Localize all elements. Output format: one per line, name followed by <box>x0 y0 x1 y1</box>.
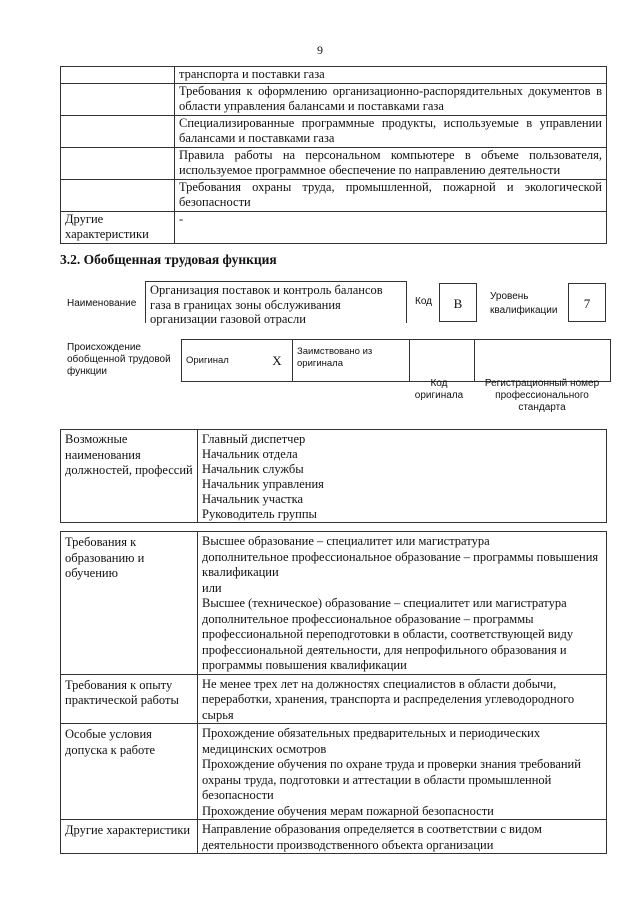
requirement-label: Требования к опыту практической работы <box>61 674 198 724</box>
name-label: Наименование <box>67 298 137 309</box>
row-text: транспорта и поставки газа <box>175 67 607 84</box>
reg-number-caption: Регистрационный номер профессионального стандарта <box>484 378 600 413</box>
function-name: Организация поставок и контроль балансов газа в границах зоны обслуживания организации газовой отрасли <box>145 281 407 323</box>
position-item: Начальник службы <box>202 462 304 476</box>
table-row <box>61 820 607 854</box>
position-item: Начальник участка <box>202 492 304 506</box>
table-row <box>61 147 607 179</box>
requirement-label: Другие характеристики <box>61 820 198 854</box>
positions-label: Возможные наименования должностей, профессий <box>61 430 198 523</box>
requirement-line: дополнительное профессиональное образование – программы повышения квалификации <box>202 549 599 579</box>
code-original-caption: Код оригинала <box>414 378 464 401</box>
table-row <box>61 115 607 147</box>
knowledge-table <box>60 66 607 244</box>
requirement-label: Требования к образованию и обучению <box>61 532 198 675</box>
borrowed-label: Заимствовано из оригинала <box>293 340 410 382</box>
row-label <box>61 83 175 115</box>
row-text: - <box>175 211 607 243</box>
code-label: Код <box>415 296 433 307</box>
row-text: Специализированные программные продукты, используемые в управлении балансами и поставками газа <box>175 115 607 147</box>
level-label: Уровень квалификации <box>490 291 558 316</box>
position-item: Руководитель группы <box>202 507 317 521</box>
requirement-line: Прохождение обучения мерам пожарной безопасности <box>202 803 494 818</box>
reg-number-cell <box>475 340 611 382</box>
row-label <box>61 179 175 211</box>
positions-table <box>60 429 607 523</box>
requirement-label: Особые условия допуска к работе <box>61 724 198 820</box>
table-row <box>61 179 607 211</box>
table-row <box>61 724 607 820</box>
table-row <box>61 674 607 724</box>
requirement-line: Прохождение обязательных предварительных и периодических медицинских осмотров <box>202 726 541 756</box>
row-label <box>61 147 175 179</box>
requirement-text <box>198 674 607 724</box>
position-item: Начальник управления <box>202 477 324 491</box>
requirements-table <box>60 531 607 854</box>
row-text: Требования к оформлению организационно-распорядительных документов в области управления балансами и поставками газа <box>175 83 607 115</box>
requirement-line: Не менее трех лет на должностях специалистов в области добычи, переработки, хранения, транспорта и распределения углеводородного сырья <box>202 676 575 722</box>
row-label <box>61 115 175 147</box>
table-row <box>61 211 607 243</box>
row-text: Правила работы на персональном компьютере в объеме пользователя, используемое программное обеспечение по направлению деятельности <box>175 147 607 179</box>
code-value: B <box>439 283 477 322</box>
requirement-line: Направление образования определяется в соответствии с видом деятельности производственного объекта организации <box>202 822 542 852</box>
origin-table <box>181 339 611 382</box>
section-title: 3.2. Обобщенная трудовая функция <box>60 252 277 267</box>
level-value: 7 <box>568 283 606 322</box>
requirement-text <box>198 532 607 675</box>
code-original-cell <box>410 340 475 382</box>
table-row <box>61 83 607 115</box>
row-text: Требования охраны труда, промышленной, пожарной и экологической безопасности <box>175 179 607 211</box>
requirement-text <box>198 724 607 820</box>
requirement-line: дополнительное профессиональное образование – программы профессиональной переподготовки в области, соответствующей виду профессиональной деятельности, для непрофильного образования и программы повышения квалификации <box>202 611 574 672</box>
row-label <box>61 67 175 84</box>
position-item: Начальник отдела <box>202 447 298 461</box>
requirement-line: или <box>202 580 222 595</box>
origin-label: Происхождение обобщенной трудовой функции <box>67 342 171 377</box>
table-row <box>61 67 607 84</box>
page-number: 9 <box>317 43 323 57</box>
original-mark: X <box>262 340 293 382</box>
position-item: Главный диспетчер <box>202 432 306 446</box>
requirement-line: Высшее образование – специалитет или магистратура <box>202 534 490 548</box>
requirement-line: Прохождение обучения по охране труда и проверки знания требований охраны труда, подготовки и аттестации в области промышленной безопасности <box>202 757 581 802</box>
requirement-line: Высшее (техническое) образование – специалитет или магистратура <box>202 596 567 610</box>
positions-list <box>198 430 607 523</box>
requirement-text <box>198 820 607 854</box>
original-label: Оригинал <box>182 340 263 382</box>
table-row <box>61 532 607 675</box>
row-label: Другие характеристики <box>61 211 175 243</box>
